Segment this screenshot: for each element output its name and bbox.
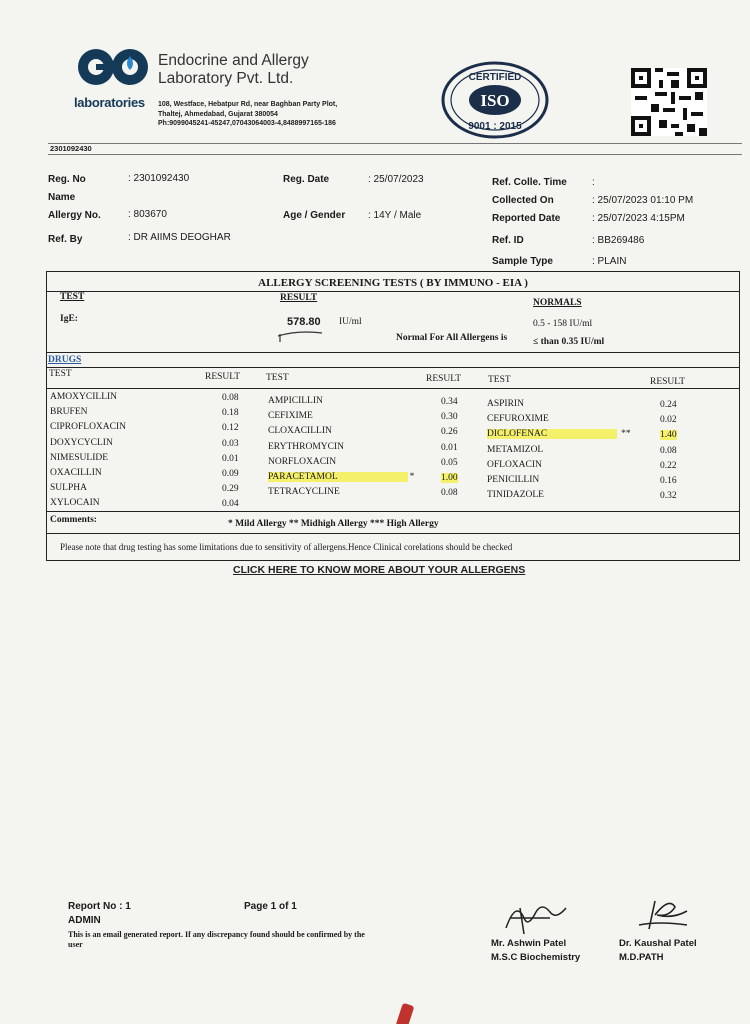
drug-name: CEFIXIME xyxy=(268,411,313,422)
drug-name: PENICILLIN xyxy=(487,475,540,486)
admin-label: ADMIN xyxy=(68,915,101,926)
drug-result-highlighted: 1.00 xyxy=(441,473,458,484)
drug-result: 0.08 xyxy=(441,488,458,499)
ige-test-header: TEST xyxy=(60,292,85,302)
ige-result-header: RESULT xyxy=(280,293,318,303)
signer1-title: M.S.C Biochemistry xyxy=(491,952,581,963)
drug-result: 0.29 xyxy=(222,484,239,495)
drug-result: 0.22 xyxy=(660,460,677,471)
ref-by-value: : DR AIIMS DEOGHAR xyxy=(128,232,231,243)
allergy-legend: * Mild Allergy ** Midhigh Allergy *** High Allergy xyxy=(228,519,439,529)
collected-on-label: Collected On xyxy=(492,195,554,206)
drug-name: CLOXACILLIN xyxy=(268,426,332,437)
drug-name: NIMESULIDE xyxy=(50,452,109,463)
ige-value: 578.80 xyxy=(287,316,321,328)
drug-name: ERYTHROMYCIN xyxy=(268,441,345,452)
allergy-mark: ** xyxy=(621,429,631,440)
red-pen-tip xyxy=(396,1003,415,1024)
drug-name: METAMIZOL xyxy=(487,444,544,455)
drug-name: BRUFEN xyxy=(50,407,88,418)
drug-name: SULPHA xyxy=(50,483,87,494)
drugs-col3-names xyxy=(487,397,631,503)
drug-name: AMOXYCILLIN xyxy=(50,392,118,402)
drugs-bottom-rule xyxy=(47,511,739,512)
drug-name-highlighted: DICLOFENAC xyxy=(487,429,617,439)
drug-testing-note: Please note that drug testing has some limitations due to sensitivity of allergens.Hence Clinical corelations should be checked xyxy=(60,542,513,552)
drug-result: 0.32 xyxy=(660,491,677,502)
header-rule-2 xyxy=(48,154,742,155)
ref-id-label: Ref. ID xyxy=(492,235,524,246)
drug-name: TINIDAZOLE xyxy=(487,490,544,501)
sample-type-label: Sample Type xyxy=(492,256,553,267)
pen-mark xyxy=(276,330,326,344)
drug-result: 0.16 xyxy=(660,476,677,487)
comments-label: Comments: xyxy=(50,515,97,525)
drug-result: 0.24 xyxy=(660,400,677,410)
header-rule xyxy=(48,143,742,144)
normals-header: NORMALS xyxy=(533,298,582,308)
signer2-name: Dr. Kaushal Patel xyxy=(619,938,697,949)
logo-text: laboratories xyxy=(74,95,145,110)
allergens-info-link[interactable]: CLICK HERE TO KNOW MORE ABOUT YOUR ALLERGENS xyxy=(233,564,526,576)
ige-label: IgE: xyxy=(60,314,78,324)
ige-unit: IU/ml xyxy=(339,317,362,327)
company-name: Endocrine and Allergy Laboratory Pvt. Ltd. xyxy=(158,52,309,87)
section-title: ALLERGY SCREENING TESTS ( BY IMMUNO - EIA ) xyxy=(258,277,528,289)
drugs-col2-names xyxy=(268,394,414,500)
drugs-label: DRUGS xyxy=(48,355,82,365)
collected-on-value: : 25/07/2023 01:10 PM xyxy=(592,195,694,206)
signer2-title: M.D.PATH xyxy=(619,952,664,963)
drug-result: 0.30 xyxy=(441,412,458,423)
allergy-no-label: Allergy No. xyxy=(48,210,101,221)
drug-result: 0.02 xyxy=(660,415,677,426)
drug-result: 0.03 xyxy=(222,438,239,449)
allergen-normal-label: Normal For All Allergens is xyxy=(396,333,508,343)
drug-name: OFLOXACIN xyxy=(487,459,542,470)
drugs-col1-results xyxy=(222,391,239,513)
col1-result-header: RESULT xyxy=(205,372,241,382)
comments-rule xyxy=(47,533,739,534)
drug-result: 0.08 xyxy=(222,393,239,403)
page-number: Page 1 of 1 xyxy=(244,901,297,912)
drug-name: CIPROFLOXACIN xyxy=(50,422,127,433)
drug-name: ASPIRIN xyxy=(487,399,524,409)
drug-result: 0.04 xyxy=(222,499,239,510)
drug-name: CEFUROXIME xyxy=(487,414,549,425)
col2-test-header: TEST xyxy=(266,373,289,383)
reg-date-label: Reg. Date xyxy=(283,174,330,185)
drugs-col3-results xyxy=(660,398,677,504)
reported-date-value: : 25/07/2023 4:15PM xyxy=(592,213,685,224)
ref-colle-time-label: Ref. Colle. Time xyxy=(492,177,567,188)
sample-type-value: : PLAIN xyxy=(592,256,627,267)
col3-result-header: RESULT xyxy=(650,377,686,387)
iso-top-text: CERTIFIED xyxy=(468,72,522,83)
iso-seal xyxy=(440,60,550,145)
name-label: Name xyxy=(48,192,76,203)
ige-rule xyxy=(47,352,739,353)
signature-kaushal-patel xyxy=(635,895,695,935)
age-gender-label: Age / Gender xyxy=(283,210,346,221)
reported-date-label: Reported Date xyxy=(492,213,561,224)
col2-result-header: RESULT xyxy=(426,374,462,384)
signer1-name: Mr. Ashwin Patel xyxy=(491,938,567,949)
ige-normal-range: 0.5 - 158 IU/ml xyxy=(533,319,593,329)
ref-colle-time-value: : xyxy=(592,177,595,188)
ref-by-label: Ref. By xyxy=(48,234,83,245)
signature-ashwin-patel xyxy=(500,898,580,938)
drug-result: 0.05 xyxy=(441,457,458,468)
email-disclaimer: This is an email generated report. If any discrepancy found should be confirmed by the user xyxy=(68,930,365,949)
drugs-col1-names xyxy=(50,390,126,512)
drug-result: 0.01 xyxy=(441,442,458,453)
drug-result: 0.09 xyxy=(222,469,239,480)
drugs-header-rule xyxy=(47,388,739,389)
drug-result: 0.12 xyxy=(222,423,239,434)
drug-name: XYLOCAIN xyxy=(50,498,100,509)
ref-id-value: : BB269486 xyxy=(592,235,645,246)
drugs-rule xyxy=(47,367,739,368)
drug-name: AMPICILLIN xyxy=(268,396,323,406)
iso-bottom-text: 9001 : 2015 xyxy=(468,121,522,132)
drug-result: 0.08 xyxy=(660,445,677,456)
drug-result: 0.26 xyxy=(441,427,458,438)
drug-name: OXACILLIN xyxy=(50,468,102,479)
drug-result-highlighted: 1.40 xyxy=(660,430,677,441)
qr-code xyxy=(631,68,707,136)
drug-name: NORFLOXACIN xyxy=(268,456,337,467)
drug-result: 0.01 xyxy=(222,453,239,464)
col3-test-header: TEST xyxy=(488,375,511,385)
drug-name: DOXYCYCLIN xyxy=(50,437,113,448)
allergen-normal-value: ≤ than 0.35 IU/ml xyxy=(533,337,605,347)
report-no: Report No : 1 xyxy=(68,901,131,912)
reg-date-value: : 25/07/2023 xyxy=(368,174,424,185)
allergy-no-value: : 803670 xyxy=(128,209,167,220)
drug-name: TETRACYCLINE xyxy=(268,487,340,498)
drug-result: 0.34 xyxy=(441,397,458,407)
iso-mid-text: ISO xyxy=(480,91,510,110)
col1-test-header: TEST xyxy=(49,369,72,379)
allergy-mark: * xyxy=(409,472,415,483)
reg-no-label: Reg. No xyxy=(48,174,86,185)
barcode-id: 2301092430 xyxy=(50,144,92,153)
company-address: 108, Westface, Hebatpur Rd, near Baghban Party Plot, Thaltej, Ahmedabad, Gujarat 380054 Ph:9099045241-45247,07043064003-4,8488997165-186 xyxy=(158,101,338,127)
title-rule xyxy=(47,291,739,292)
drug-result: 0.18 xyxy=(222,408,239,419)
age-gender-value: : 14Y / Male xyxy=(368,210,422,221)
drugs-col2-results xyxy=(441,395,458,501)
reg-no-value: : 2301092430 xyxy=(128,173,190,184)
drug-name-highlighted: PARACETAMOL xyxy=(268,472,408,482)
